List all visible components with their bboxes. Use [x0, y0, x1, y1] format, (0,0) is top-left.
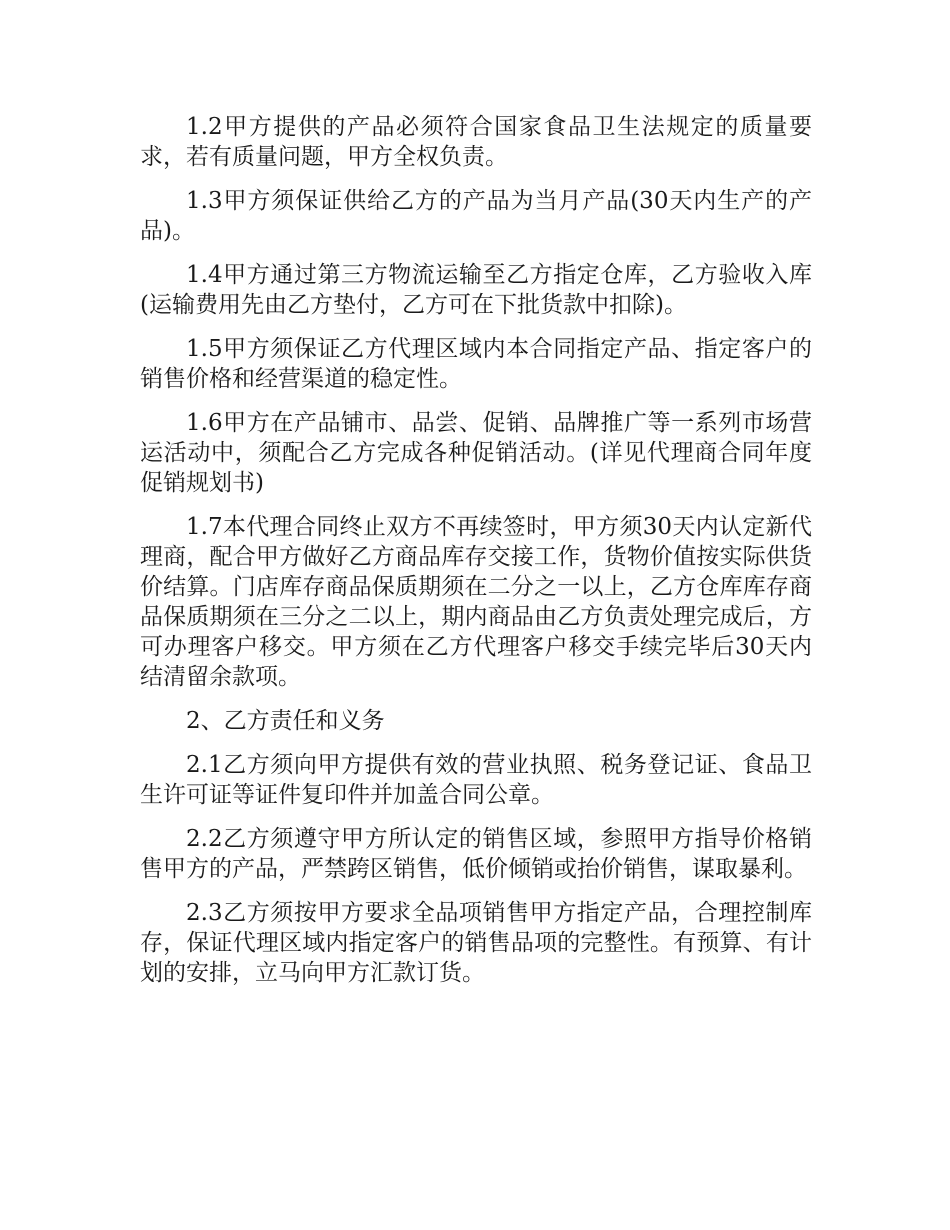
clause-2-3: 2.3乙方须按甲方要求全品项销售甲方指定产品，合理控制库存，保证代理区域内指定客户的销售品项的完整性。有预算、有计划的安排，立马向甲方汇款订货。	[140, 900, 812, 986]
document-body	[140, 112, 812, 1002]
clause-1-4: 1.4甲方通过第三方物流运输至乙方指定仓库，乙方验收入库(运输费用先由乙方垫付，乙方可在下批货款中扣除)。	[140, 262, 812, 318]
clause-2-2: 2.2乙方须遵守甲方所认定的销售区域，参照甲方指导价格销售甲方的产品，严禁跨区销售，低价倾销或抬价销售，谋取暴利。	[140, 826, 812, 882]
clause-1-6: 1.6甲方在产品铺市、品尝、促销、品牌推广等一系列市场营运活动中，须配合乙方完成各种促销活动。(详见代理商合同年度促销规划书)	[140, 410, 812, 496]
section-heading-2: 2、乙方责任和义务	[186, 708, 385, 734]
clause-1-7: 1.7本代理合同终止双方不再续签时，甲方须30天内认定新代理商，配合甲方做好乙方商品库存交接工作，货物价值按实际供货价结算。门店库存商品保质期须在二分之一以上，乙方仓库库存商品保质期须在三分之二以上，期内商品由乙方负责处理完成后，方可办理客户移交。甲方须在乙方代理客户移交手续完毕后30天内结清留余款项。	[140, 514, 812, 690]
clause-2-1: 2.1乙方须向甲方提供有效的营业执照、税务登记证、食品卫生许可证等证件复印件并加盖合同公章。	[140, 752, 812, 808]
clause-1-2: 1.2甲方提供的产品必须符合国家食品卫生法规定的质量要求，若有质量问题，甲方全权负责。	[140, 114, 812, 170]
clause-1-5: 1.5甲方须保证乙方代理区域内本合同指定产品、指定客户的销售价格和经营渠道的稳定性。	[140, 336, 812, 392]
clause-1-3: 1.3甲方须保证供给乙方的产品为当月产品(30天内生产的产品)。	[140, 188, 812, 244]
